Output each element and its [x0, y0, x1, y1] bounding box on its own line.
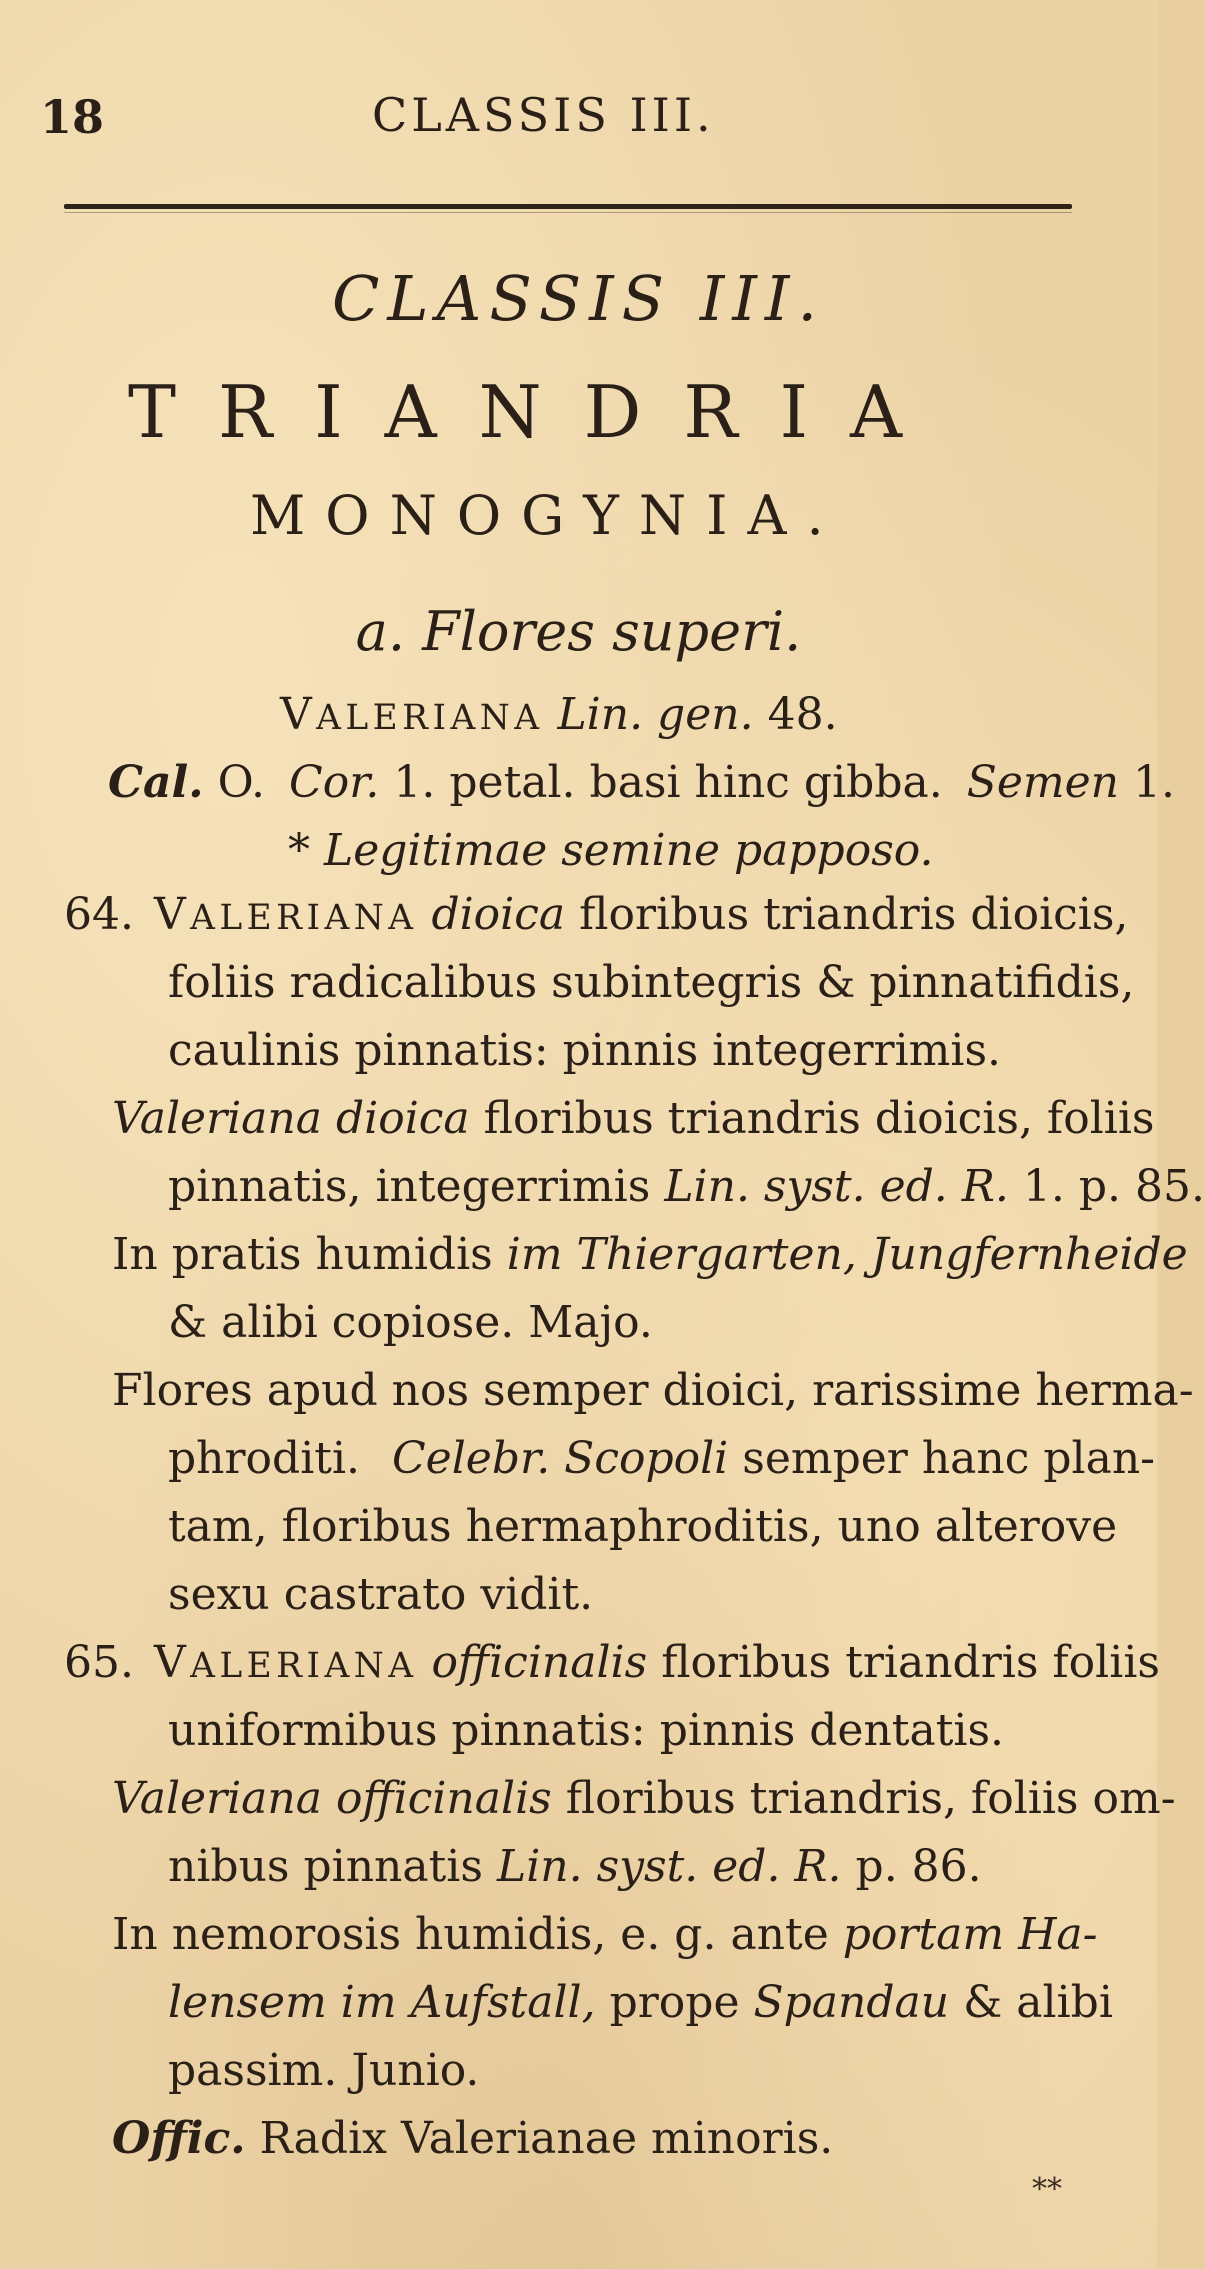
- signature-mark: **: [1032, 2172, 1062, 2207]
- entry-species: officinalis: [431, 1637, 648, 1688]
- entry-64-line-3: caulinis pinnatis: pinnis integerrimis.: [168, 1025, 1002, 1076]
- synonym-reference: Lin. syst. ed. R.: [496, 1841, 842, 1892]
- habitat-text-3: & alibi: [963, 1977, 1113, 2028]
- running-title: CLASSIS III.: [372, 88, 715, 142]
- habitat-line-1: [112, 1229, 1188, 1280]
- note-line-2: [168, 1433, 1156, 1484]
- calyx-label: Cal.: [108, 757, 204, 808]
- synonym-page: p. 86.: [855, 1841, 982, 1892]
- synonym-page: 1. p. 85.: [1022, 1161, 1205, 1212]
- habitat-place-3: Spandau: [753, 1977, 950, 2028]
- generic-character: [108, 757, 1175, 808]
- classis-heading: CLASSIS III.: [331, 262, 826, 335]
- entry-65-line-1: [64, 1637, 1160, 1688]
- synonym-name: Valeriana dioica: [112, 1093, 470, 1144]
- synonym-line-1: [112, 1773, 1176, 1824]
- section-letter: a.: [355, 600, 405, 663]
- header-rule-shadow: [64, 212, 1072, 213]
- order-name-heading: MONOGYNIA.: [250, 484, 844, 547]
- officinal-text: Radix Valerianae minoris.: [259, 2113, 834, 2164]
- page-number: 18: [40, 90, 105, 144]
- entry-64-line-1: [64, 889, 1129, 940]
- entry-genus-name: ALERIANA: [190, 1646, 418, 1686]
- section-title: Flores superi.: [422, 600, 802, 663]
- officinal-label: Offic.: [112, 2113, 246, 2164]
- habitat-line-1: [112, 1909, 1098, 1960]
- habitat-place: im Thiergarten,: [506, 1229, 857, 1280]
- genus-ref-number: 48.: [767, 689, 838, 740]
- synonym-text: floribus triandris, foliis om-: [565, 1773, 1176, 1824]
- habitat-place: portam Ha-: [842, 1909, 1098, 1960]
- subgroup-heading: * Legitimae semine papposo.: [288, 825, 934, 876]
- semen-value: 1.: [1133, 757, 1175, 808]
- entry-65-line-2: uniformibus pinnatis: pinnis dentatis.: [168, 1705, 1005, 1756]
- class-name-heading: TRIANDRIA: [128, 370, 945, 454]
- entry-genus-initial: V: [153, 1637, 191, 1688]
- entry-genus-name: ALERIANA: [190, 898, 418, 938]
- entry-number: 64.: [64, 889, 134, 940]
- calyx-value: O.: [217, 757, 266, 808]
- genus-initial: V: [280, 689, 317, 740]
- synonym-name: Valeriana officinalis: [112, 1773, 552, 1824]
- habitat-text-2: prope: [609, 1977, 740, 2028]
- note-text-2: semper hanc plan-: [742, 1433, 1156, 1484]
- note-author: Celebr. Scopoli: [392, 1433, 729, 1484]
- synonym-reference: Lin. syst. ed. R.: [664, 1161, 1009, 1212]
- officinal-line: [112, 2113, 834, 2164]
- synonym-text: floribus triandris dioicis, foliis: [483, 1093, 1155, 1144]
- synonym-line-2: [168, 1841, 982, 1892]
- entry-diagnosis: floribus triandris dioicis,: [579, 889, 1129, 940]
- habitat-text: In nemorosis humidis, e. g. ante: [112, 1909, 829, 1960]
- genus-line: [280, 689, 838, 740]
- habitat-line-2: & alibi copiose. Majo.: [168, 1297, 653, 1348]
- entry-diagnosis: floribus triandris foliis: [661, 1637, 1160, 1688]
- note-line-3: tam, floribus hermaphroditis, uno alterove: [168, 1501, 1118, 1552]
- note-line-4: sexu castrato vidit.: [168, 1569, 594, 1620]
- header-rule: [64, 204, 1072, 209]
- habitat-place-2: lensem im Aufstall,: [168, 1977, 596, 2028]
- entry-species: dioica: [431, 889, 566, 940]
- entry-number: 65.: [64, 1637, 134, 1688]
- synonym-line-2: [168, 1161, 1205, 1212]
- synonym-line-1: [112, 1093, 1155, 1144]
- synonym-text-2: pinnatis, integerrimis: [168, 1161, 651, 1212]
- habitat-text: In pratis humidis: [112, 1229, 493, 1280]
- habitat-line-2: [168, 1977, 1113, 2028]
- note-line-1: Flores apud nos semper dioici, rarissime herma-: [112, 1365, 1194, 1416]
- entry-64-line-2: foliis radicalibus subintegris & pinnatifidis,: [168, 957, 1135, 1008]
- habitat-line-3: passim. Junio.: [168, 2045, 480, 2096]
- synonym-text-2: nibus pinnatis: [168, 1841, 483, 1892]
- corolla-label: Cor.: [289, 757, 380, 808]
- genus-ref: Lin. gen.: [557, 689, 754, 740]
- genus-name: ALERIANA: [316, 698, 544, 738]
- section-heading: [0, 600, 1157, 663]
- note-text: phroditi.: [168, 1433, 361, 1484]
- entry-genus-initial: V: [153, 889, 191, 940]
- habitat-place-2: Jungfernheide: [870, 1229, 1188, 1280]
- semen-label: Semen: [966, 757, 1120, 808]
- corolla-value: 1. petal. basi hinc gibba.: [393, 757, 943, 808]
